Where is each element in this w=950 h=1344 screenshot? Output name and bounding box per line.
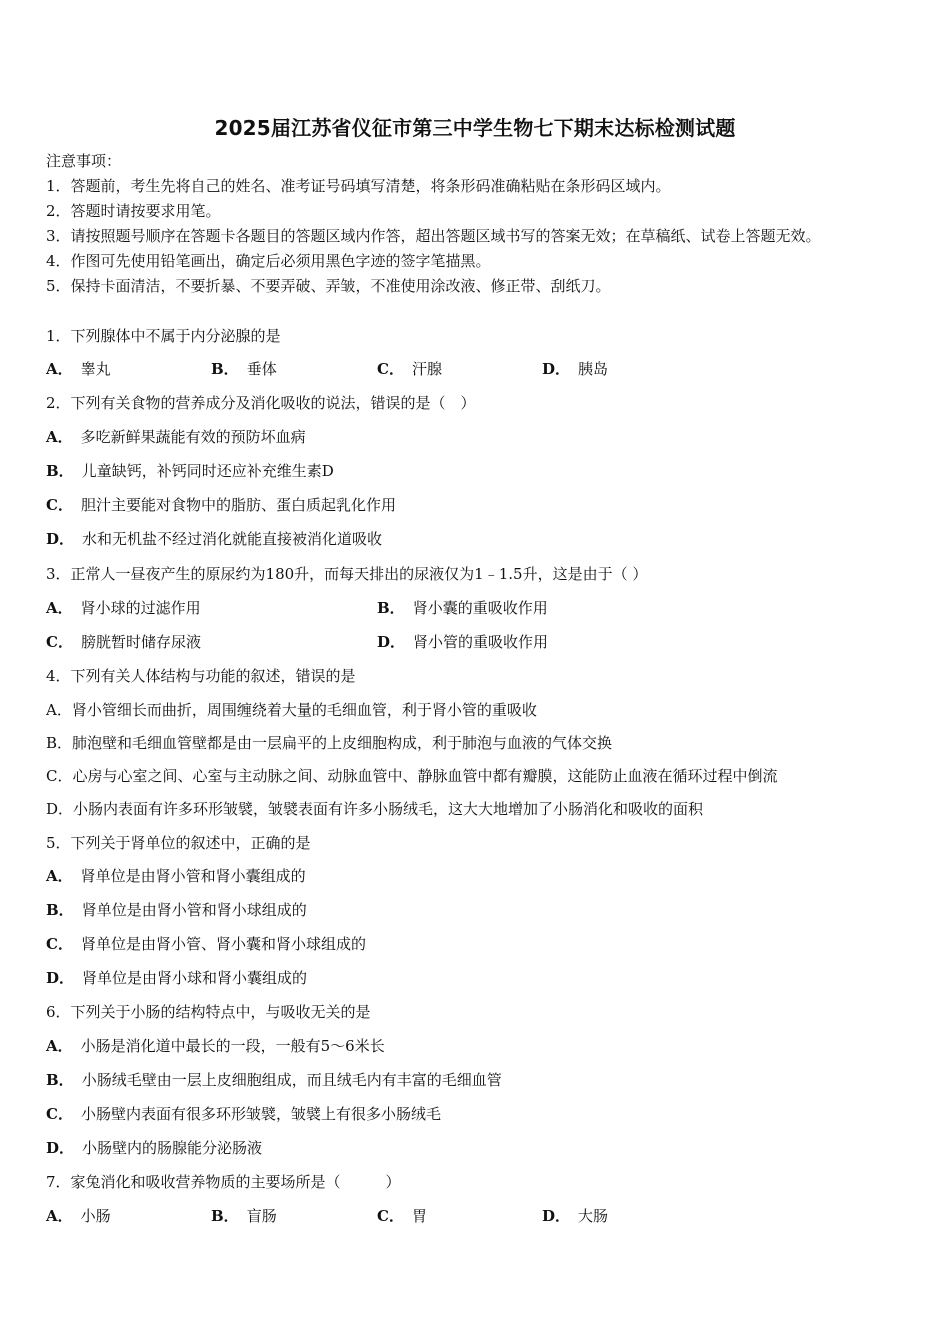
option <box>46 1036 385 1056</box>
option <box>46 1104 441 1124</box>
option-text: 小肠内表面有许多环形皱襞，皱襞表面有许多小肠绒毛，这大大地增加了小肠消化和吸收的面积 <box>73 800 704 818</box>
option-label: C． <box>46 935 73 953</box>
option-label: D． <box>46 530 75 548</box>
option <box>46 968 307 988</box>
question-stem: 1．下列腺体中不属于内分泌腺的是 <box>46 327 281 345</box>
option-text: 汗腺 <box>411 360 442 378</box>
option-text: 肾单位是由肾小管和肾小囊组成的 <box>80 867 306 885</box>
option-text: 肾小球的过滤作用 <box>80 599 201 617</box>
question-stem: 3．正常人一昼夜产生的原尿约为180升，而每天排出的尿液仅为1﹣1.5升，这是由于（ ） <box>46 565 648 583</box>
option <box>46 1070 502 1090</box>
question-stem: 7．家兔消化和吸收营养物质的主要场所是（ ） <box>46 1173 401 1191</box>
option-label: A． <box>46 1207 73 1225</box>
option <box>46 700 537 720</box>
option-label: A． <box>46 428 73 446</box>
option-label: C． <box>377 360 404 378</box>
option <box>377 1206 427 1226</box>
notice-item: 3．请按照题号顺序在答题卡各题目的答题区域内作答，超出答题区域书写的答案无效；在草稿纸、试卷上答题无效。 <box>46 227 821 245</box>
option-label: A． <box>46 1037 73 1055</box>
option-label: A． <box>46 599 73 617</box>
option-text: 盲肠 <box>246 1207 277 1225</box>
option <box>46 799 703 819</box>
option-text: 肾单位是由肾小管和肾小球组成的 <box>81 901 307 919</box>
option <box>377 598 548 618</box>
option-label: B． <box>46 901 74 919</box>
notice-item: 5．保持卡面清洁，不要折暴、不要弄破、弄皱，不准使用涂改液、修正带、刮纸刀。 <box>46 277 611 295</box>
option-text: 小肠壁内的肠腺能分泌肠液 <box>82 1139 263 1157</box>
notice-item: 4．作图可先使用铅笔画出，确定后必须用黑色字迹的签字笔描黑。 <box>46 252 491 270</box>
option-text: 肺泡壁和毛细血管壁都是由一层扁平的上皮细胞构成，利于肺泡与血液的气体交换 <box>72 734 613 752</box>
option-text: 肾单位是由肾小球和肾小囊组成的 <box>82 969 308 987</box>
option-label: B． <box>377 599 405 617</box>
question-stem: 2．下列有关食物的营养成分及消化吸收的说法，错误的是（ ） <box>46 394 476 412</box>
option <box>377 359 442 379</box>
option-label: B． <box>46 1071 74 1089</box>
option-label: A． <box>46 360 73 378</box>
question-stem: 6．下列关于小肠的结构特点中，与吸收无关的是 <box>46 1003 371 1021</box>
option-text: 儿童缺钙，补钙同时还应补充维生素D <box>81 462 334 480</box>
option <box>377 632 548 652</box>
option-text: 小肠 <box>80 1207 111 1225</box>
option <box>46 1206 111 1226</box>
option-label: B． <box>46 734 73 752</box>
option <box>46 1138 262 1158</box>
option <box>46 934 366 954</box>
option <box>46 598 201 618</box>
option-label: B． <box>46 462 74 480</box>
option <box>46 900 307 920</box>
option-text: 垂体 <box>246 360 277 378</box>
option-label: D． <box>542 1207 571 1225</box>
option-text: 胰岛 <box>578 360 609 378</box>
option-text: 肾单位是由肾小管、肾小囊和肾小球组成的 <box>80 935 366 953</box>
option-label: C． <box>46 496 73 514</box>
question-stem: 5．下列关于肾单位的叙述中，正确的是 <box>46 834 311 852</box>
option-label: B． <box>211 1207 239 1225</box>
option-text: 睾丸 <box>80 360 111 378</box>
option <box>542 359 608 379</box>
option-label: C． <box>46 1105 73 1123</box>
option-text: 肾小囊的重吸收作用 <box>412 599 548 617</box>
option <box>542 1206 608 1226</box>
page-title: 2025届江苏省仪征市第三中学生物七下期末达标检测试题 <box>214 116 736 140</box>
option-label: C． <box>46 633 73 651</box>
option-label: C． <box>46 767 73 785</box>
option-text: 小肠壁内表面有很多环形皱襞，皱襞上有很多小肠绒毛 <box>80 1105 441 1123</box>
option-label: B． <box>211 360 239 378</box>
option <box>46 632 201 652</box>
option <box>46 427 306 447</box>
option <box>46 733 612 753</box>
notice-item: 1．答题前，考生先将自己的姓名、准考证号码填写清楚，将条形码准确粘贴在条形码区域内。 <box>46 177 671 195</box>
option <box>46 495 396 515</box>
option-label: A． <box>46 701 72 719</box>
option <box>46 766 778 786</box>
option <box>46 866 306 886</box>
option <box>46 529 382 549</box>
option-text: 肾小管的重吸收作用 <box>413 633 549 651</box>
notice-item: 2．答题时请按要求用笔。 <box>46 202 221 220</box>
option-text: 多吃新鲜果蔬能有效的预防坏血病 <box>80 428 306 446</box>
option-text: 小肠是消化道中最长的一段，一般有5～6米长 <box>80 1037 385 1055</box>
option-text: 胃 <box>411 1207 427 1225</box>
option-label: D． <box>46 800 74 818</box>
option-label: C． <box>377 1207 404 1225</box>
option-text: 小肠绒毛壁由一层上皮细胞组成，而且绒毛内有丰富的毛细血管 <box>81 1071 502 1089</box>
option <box>46 359 111 379</box>
option-label: D． <box>542 360 571 378</box>
option-text: 心房与心室之间、心室与主动脉之间、动脉血管中、静脉血管中都有瓣膜，这能防止血液在循环过程中倒流 <box>72 767 778 785</box>
question-stem: 4．下列有关人体结构与功能的叙述，错误的是 <box>46 667 356 685</box>
option <box>211 1206 277 1226</box>
option-text: 大肠 <box>578 1207 609 1225</box>
option-text: 水和无机盐不经过消化就能直接被消化道吸收 <box>82 530 383 548</box>
option-text: 膀胱暂时储存尿液 <box>80 633 201 651</box>
option <box>211 359 277 379</box>
option-label: D． <box>46 1139 75 1157</box>
option-label: D． <box>377 633 406 651</box>
option-label: A． <box>46 867 73 885</box>
option-text: 胆汁主要能对食物中的脂肪、蛋白质起乳化作用 <box>80 496 396 514</box>
option <box>46 461 334 481</box>
option-text: 肾小管细长而曲折，周围缠绕着大量的毛细血管，利于肾小管的重吸收 <box>71 701 537 719</box>
notice-heading: 注意事项： <box>46 152 122 170</box>
option-label: D． <box>46 969 75 987</box>
